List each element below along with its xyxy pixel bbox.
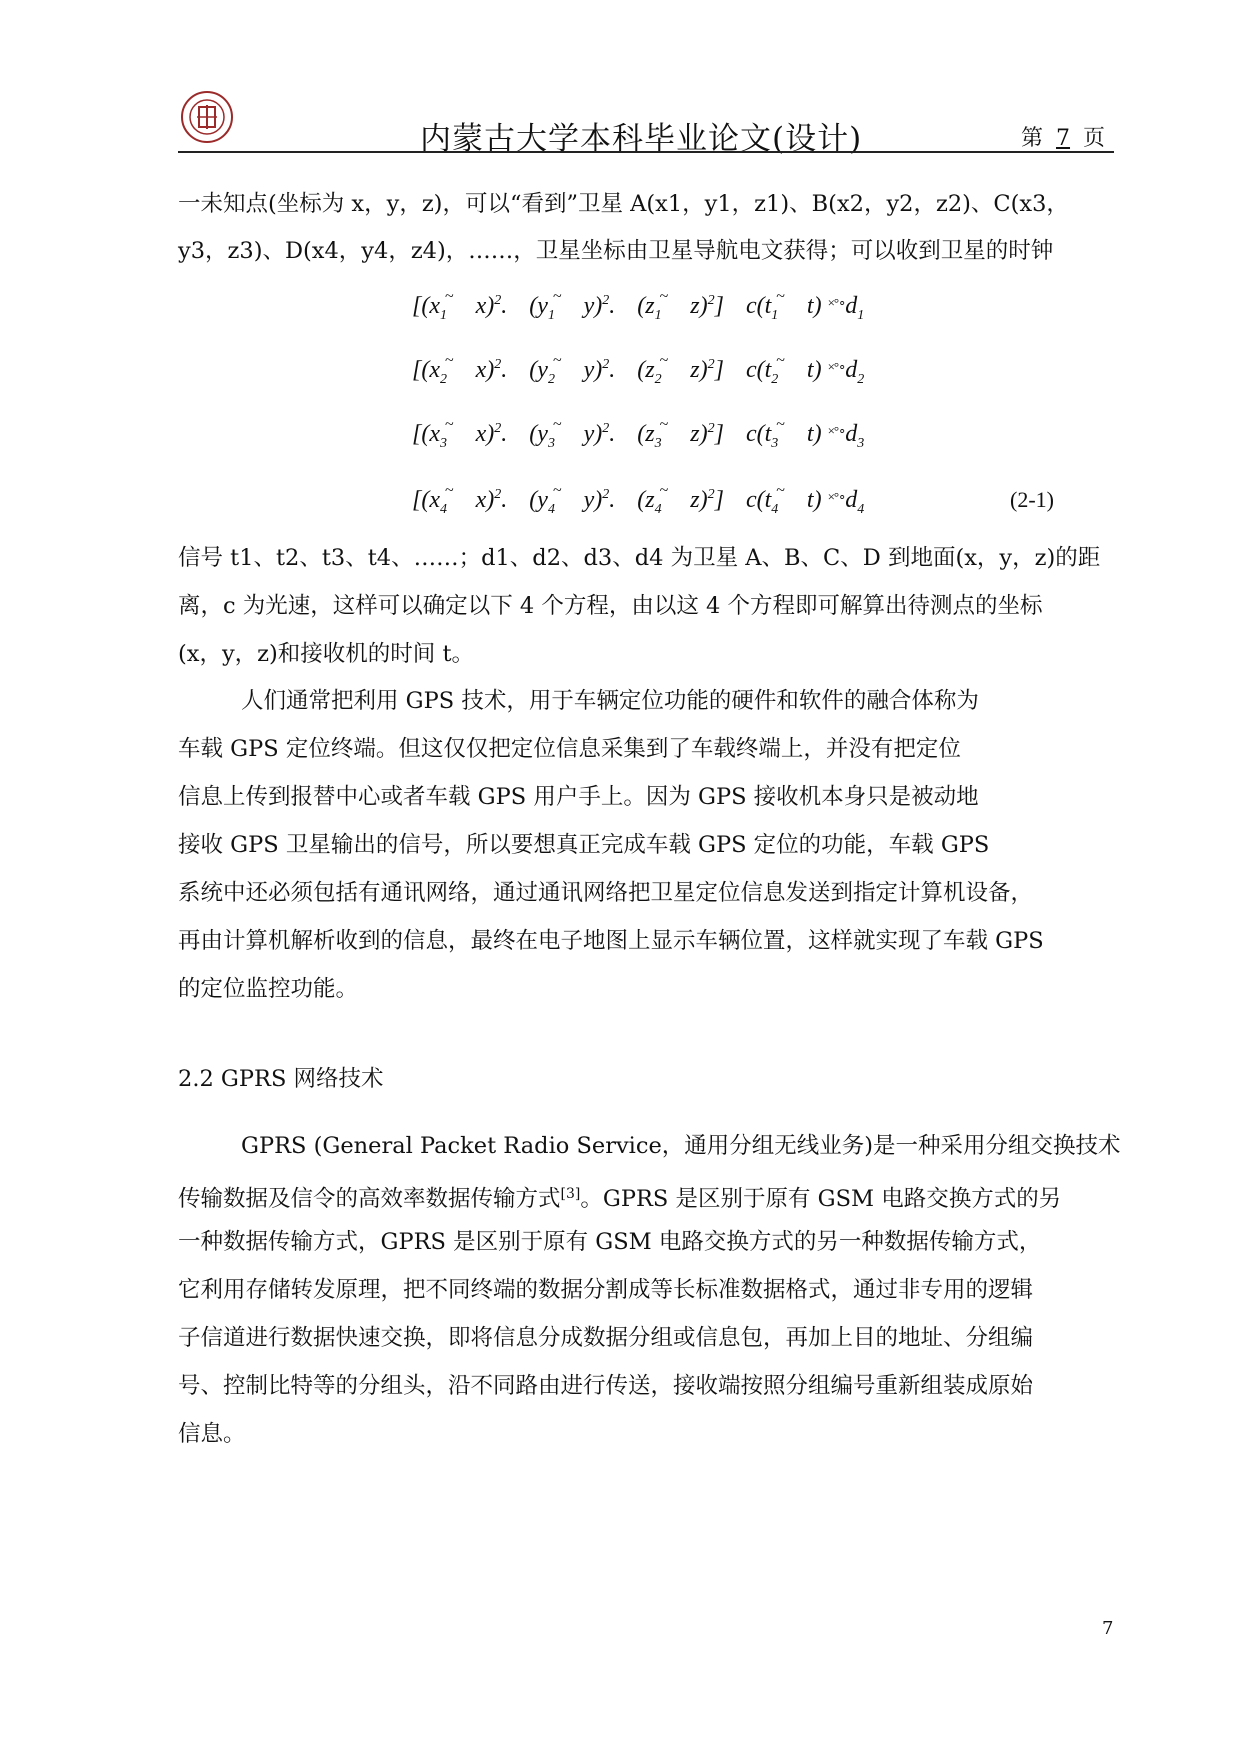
body-line: 号、控制比特等的分组头，沿不同路由进行传送，接收端按照分组编号重新组装成原始 [178, 1373, 1034, 1399]
university-seal-logo [180, 90, 234, 144]
equation-line: [($x_3^\sim$ x)$^2$. ($y_3^\sim$ y)$^2$. ($z_3^\sim$ z)$^2$] $c(t_3^\sim$ t) $^{\times^\circ\circ}d_3$ [412, 416, 865, 451]
body-line: 人们通常把利用 GPS 技术，用于车辆定位功能的硬件和软件的融合体称为 [241, 688, 979, 714]
body-line: 信息。 [178, 1421, 246, 1447]
header-title: 内蒙古大学本科毕业论文(设计) [420, 121, 863, 157]
body-line: 的定位监控功能。 [178, 976, 359, 1002]
header-page-label: 第 7 页 [1021, 126, 1106, 151]
body-line: 离，c 为光速，这样可以确定以下 4 个方程，由以这 4 个方程即可解算出待测点的坐标 [178, 593, 1043, 619]
footer-page-number: 7 [1102, 1618, 1114, 1639]
body-line: y3，z3)、D(x4，y4，z4)，……，卫星坐标由卫星导航电文获得；可以收到卫星的时钟 [178, 238, 1054, 264]
section-heading: 2.2 GPRS 网络技术 [178, 1066, 384, 1092]
body-line: (x，y，z)和接收机的时间 t。 [178, 641, 475, 667]
equation-line: [($x_4^\sim$ x)$^2$. ($y_4^\sim$ y)$^2$. ($z_4^\sim$ z)$^2$] $c(t_4^\sim$ t) $^{\times^\circ\circ}d_4$ [412, 482, 865, 517]
body-line: 系统中还必须包括有通讯网络，通过通讯网络把卫星定位信息发送到指定计算机设备， [178, 880, 1034, 906]
body-line: 传输数据及信令的高效率数据传输方式[3]。GPRS 是区别于原有 GSM 电路交换方式的另 [178, 1186, 1062, 1212]
body-line: 再由计算机解析收到的信息，最终在电子地图上显示车辆位置，这样就实现了车载 GPS [178, 928, 1044, 954]
header-rule [178, 151, 1114, 153]
body-line: 车载 GPS 定位终端。但这仅仅把定位信息采集到了车载终端上，并没有把定位 [178, 736, 961, 762]
body-line: 接收 GPS 卫星输出的信号，所以要想真正完成车载 GPS 定位的功能，车载 GPS [178, 832, 990, 858]
body-line: GPRS (General Packet Radio Service，通用分组无线业务)是一种采用分组交换技术 [241, 1133, 1121, 1159]
body-line: 一种数据传输方式，GPRS 是区别于原有 GSM 电路交换方式的另一种数据传输方式， [178, 1229, 1042, 1255]
header-page-number: 7 [1056, 126, 1071, 151]
citation: [3] [560, 1186, 581, 1202]
equation-line: [($x_2^\sim$ x)$^2$. ($y_2^\sim$ y)$^2$. ($z_2^\sim$ z)$^2$] $c(t_2^\sim$ t) $^{\times^\circ\circ}d_2$ [412, 352, 865, 387]
equation-number: (2-1) [1010, 487, 1054, 512]
body-line: 信息上传到报替中心或者车载 GPS 用户手上。因为 GPS 接收机本身只是被动地 [178, 784, 979, 810]
equation-line: [($x_1^\sim$ x)$^2$. ($y_1^\sim$ y)$^2$. ($z_1^\sim$ z)$^2$] $c(t_1^\sim$ t) $^{\times^\circ\circ}d_1$ [412, 288, 865, 323]
body-line: 子信道进行数据快速交换，即将信息分成数据分组或信息包，再加上目的地址、分组编 [178, 1325, 1034, 1351]
body-line: 它利用存储转发原理，把不同终端的数据分割成等长标准数据格式，通过非专用的逻辑 [178, 1277, 1034, 1303]
body-line: 一未知点(坐标为 x，y，z)，可以“看到”卫星 A(x1，y1，z1)、B(x2，y2，z2)、C(x3， [178, 191, 1069, 217]
body-line: 信号 t1、t2、t3、t4、……；d1、d2、d3、d4 为卫星 A、B、C、D 到地面(x，y，z)的距 [178, 545, 1101, 571]
